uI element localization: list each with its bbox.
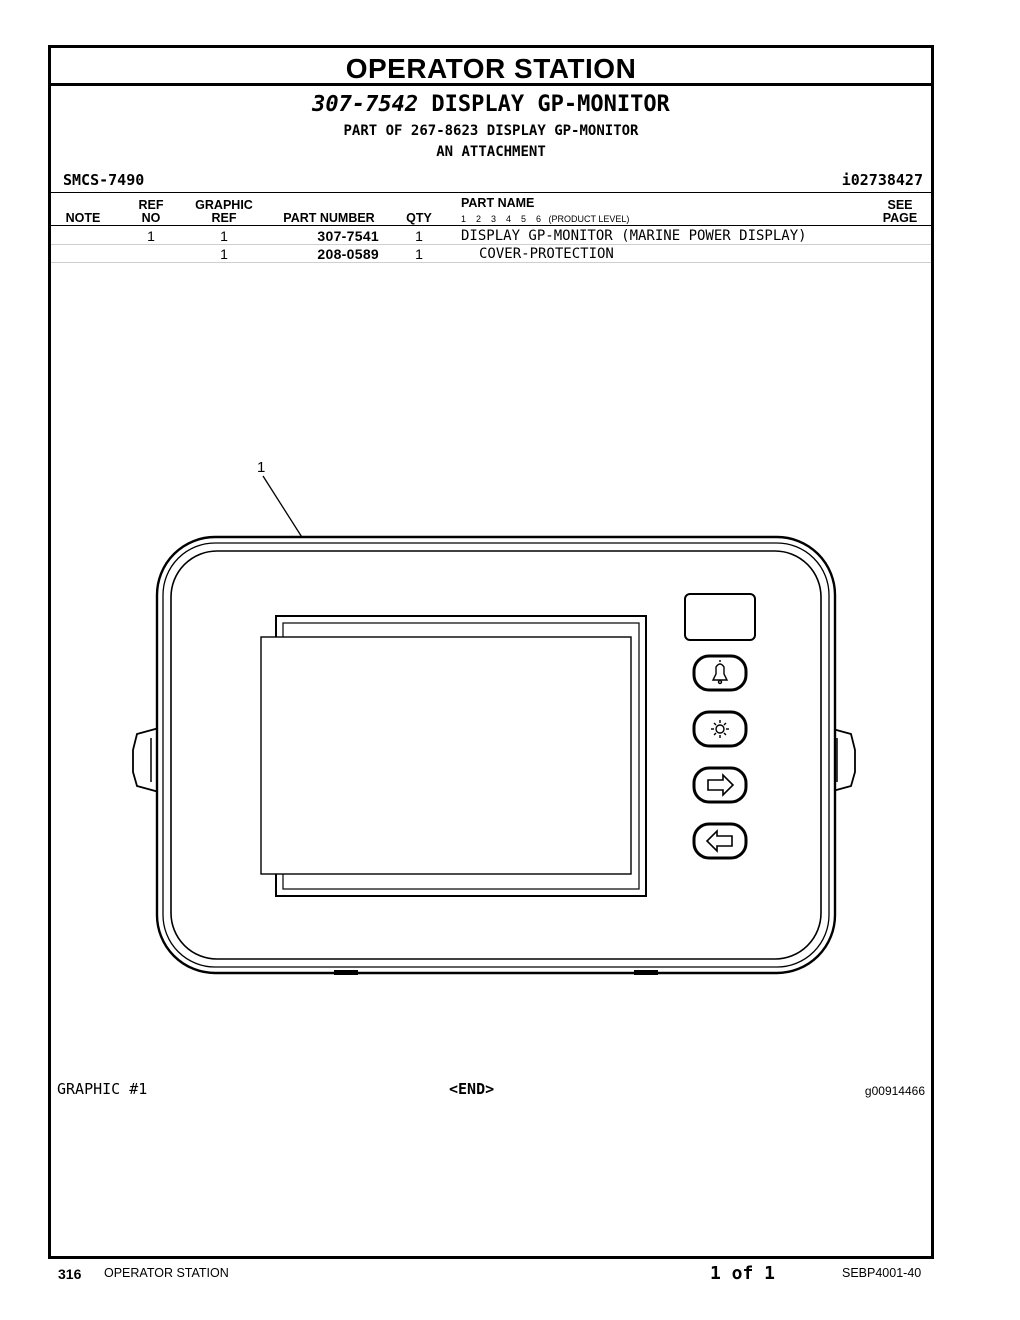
col-see: SEE — [887, 198, 913, 212]
row-qty: 1 — [415, 228, 423, 244]
col-qty: QTY — [406, 211, 432, 225]
indicator-window — [685, 594, 755, 640]
end-marker: <END> — [449, 1080, 495, 1098]
col-part-name: PART NAME — [461, 196, 535, 210]
page-number: 316 — [58, 1266, 82, 1282]
row-part-name: COVER-PROTECTION — [479, 246, 614, 262]
callout-leader-line — [263, 476, 305, 542]
row-qty: 1 — [415, 246, 423, 262]
graphic-label: GRAPHIC #1 — [57, 1080, 148, 1098]
footer-section: OPERATOR STATION — [104, 1266, 229, 1280]
assembly-parent: PART OF 267-8623 DISPLAY GP-MONITOR — [343, 123, 639, 139]
smcs-code: SMCS-7490 — [63, 171, 145, 189]
display-monitor-illustration — [51, 48, 931, 1048]
bottom-foot-right — [634, 970, 658, 975]
col-page: PAGE — [882, 211, 918, 225]
col-graphic-ref: REF — [211, 211, 237, 225]
assembly-name: DISPLAY GP-MONITOR — [431, 92, 670, 117]
row-graphic-ref: 1 — [220, 228, 228, 244]
section-title: OPERATOR STATION — [51, 48, 931, 86]
row-part-number: 307-7541 — [317, 228, 379, 244]
info-id: i02738427 — [841, 171, 923, 189]
bottom-foot-left — [334, 970, 358, 975]
document-id: SEBP4001-40 — [842, 1266, 922, 1280]
col-ref: REF — [138, 198, 164, 212]
page-frame — [48, 45, 934, 1259]
graphic-id: g00914466 — [864, 1084, 925, 1098]
col-part-number: PART NUMBER — [283, 211, 375, 225]
col-note: NOTE — [65, 211, 101, 225]
assembly-attachment: AN ATTACHMENT — [436, 144, 546, 160]
screen-protective-cover — [261, 637, 631, 874]
assembly-part-number: 307-7542 — [312, 92, 419, 117]
product-levels: 1 2 3 4 5 6 (PRODUCT LEVEL) — [461, 214, 630, 224]
col-no: NO — [141, 211, 161, 225]
row-ref-no: 1 — [147, 228, 155, 244]
callout-number: 1 — [257, 459, 266, 476]
row-part-number: 208-0589 — [317, 246, 379, 262]
col-graphic: GRAPHIC — [195, 198, 253, 212]
row-part-name: DISPLAY GP-MONITOR (MARINE POWER DISPLAY) — [461, 228, 807, 244]
page-of: 1 of 1 — [710, 1263, 776, 1284]
left-mount-knob-icon — [133, 728, 159, 792]
brightness-button[interactable] — [694, 712, 746, 746]
row-graphic-ref: 1 — [220, 246, 228, 262]
